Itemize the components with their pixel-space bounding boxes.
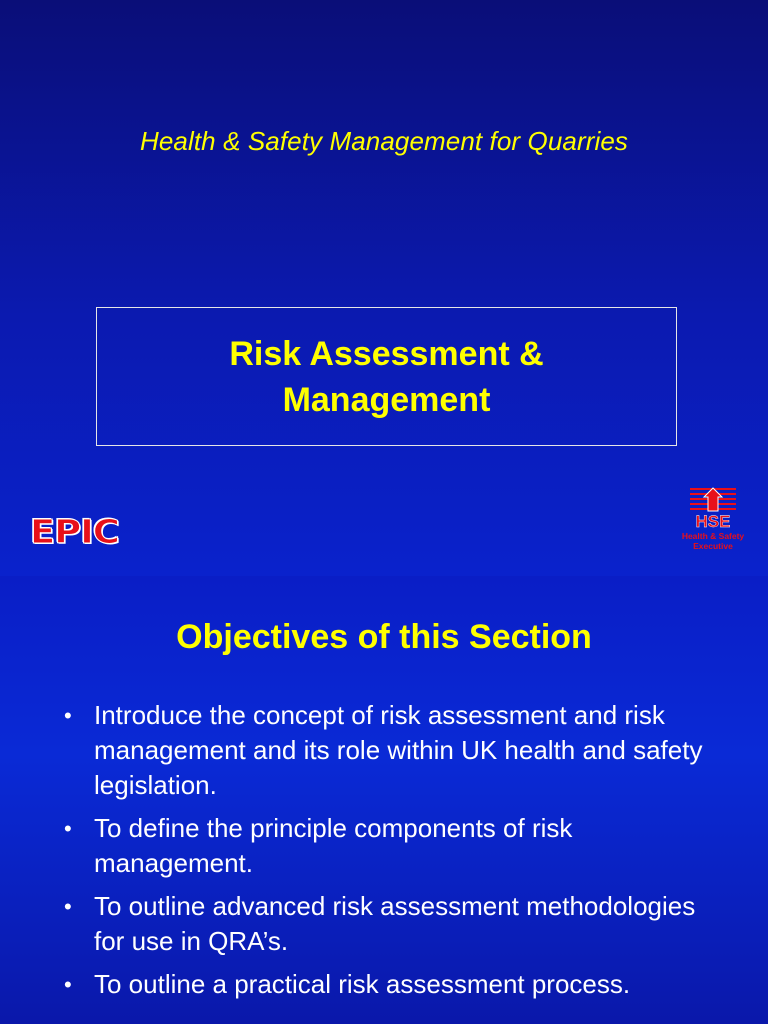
list-item-text: To outline advanced risk assessment methodologies for use in QRA’s.	[94, 891, 696, 956]
list-item	[62, 811, 722, 881]
hse-emblem-icon	[689, 487, 737, 513]
slide-subtitle: Health & Safety Management for Quarries	[139, 126, 629, 156]
hse-caption-line-1: Health & Safety	[681, 531, 745, 541]
list-item	[62, 889, 722, 959]
slide-title-line-1: Risk Assessment &	[229, 334, 544, 373]
list-item-text: To define the principle components of risk management.	[94, 813, 573, 878]
objectives-list	[62, 698, 722, 1010]
slide-title-line-2: Management	[282, 380, 491, 419]
bullet-icon: •	[64, 816, 72, 841]
epic-logo: EPIC	[30, 512, 119, 551]
title-box	[96, 307, 677, 446]
hse-logo-caption	[672, 531, 754, 551]
list-item	[62, 967, 722, 1002]
list-item-text: To outline a practical risk assessment process.	[94, 969, 631, 999]
hse-logo	[672, 487, 754, 563]
hse-caption-line-2: Executive	[693, 541, 733, 551]
list-item-text: Introduce the concept of risk assessment and risk management and its role within UK health and safety legislation.	[94, 700, 703, 800]
hse-logo-text: HSE	[695, 512, 731, 531]
bullet-icon: •	[64, 972, 72, 997]
bullet-icon: •	[64, 703, 72, 728]
objectives-heading: Objectives of this Section	[176, 618, 592, 656]
list-item	[62, 698, 722, 803]
slide-title	[229, 331, 543, 423]
bullet-icon: •	[64, 894, 72, 919]
